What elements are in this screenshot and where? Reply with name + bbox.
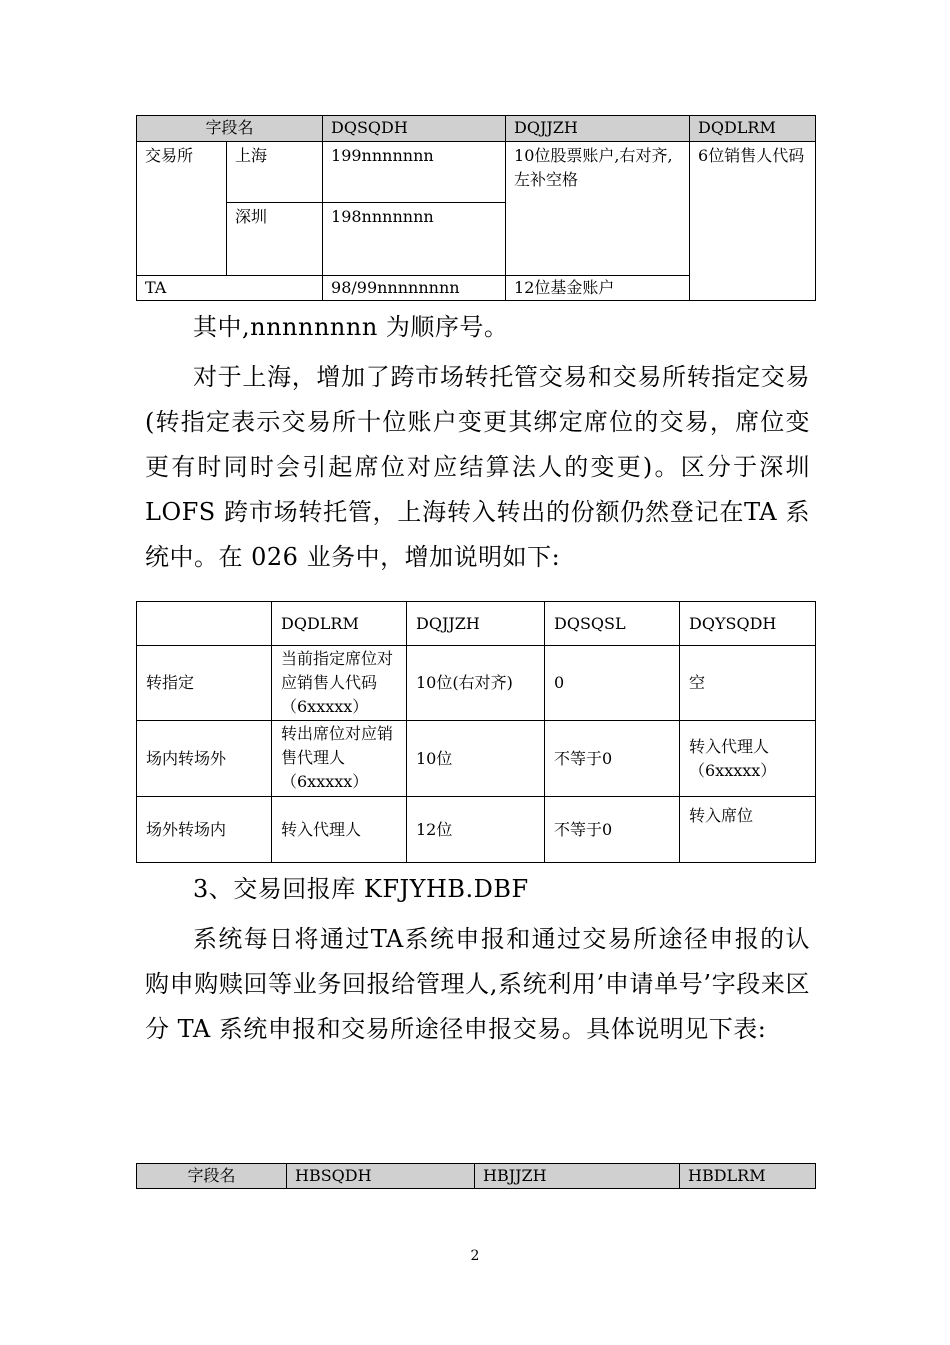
- header-empty: [137, 602, 272, 646]
- field-table-hb: [136, 1163, 816, 1189]
- row-label-out-to-in: 场外转场内: [137, 797, 272, 863]
- header-dqysqdh: DQYSQDH: [680, 602, 816, 646]
- cell-assign-dqdlrm: 当前指定席位对应销售人代码（6xxxxx）: [272, 646, 407, 721]
- header-hbsqdh: HBSQDH: [287, 1164, 475, 1189]
- header-dqjjzh: DQJJZH: [407, 602, 545, 646]
- cell-in-to-out-dqysqdh: 转入代理人（6xxxxx）: [680, 721, 816, 797]
- cell-in-to-out-dqjjzh: 10位: [407, 721, 545, 797]
- header-dqdlrm: DQDLRM: [690, 116, 816, 142]
- cell-assign-dqysqdh: 空: [680, 646, 816, 721]
- ta-account-desc: 12位基金账户: [506, 276, 690, 301]
- header-hbdlrm: HBDLRM: [680, 1164, 816, 1189]
- paragraph-shanghai-transfer: 对于上海，增加了跨市场转托管交易和交易所转指定交易(转指定表示交易所十位账户变更其绑定席位的交易，席位变更有时同时会引起席位对应结算法人的变更)。区分于深圳 LOFS 跨市场转托管，上海转入转出的份额仍然登记在TA 系统中。在 026 业务中，增加说明如下:: [145, 363, 810, 571]
- cell-assign-dqsqsl: 0: [545, 646, 680, 721]
- field-table-dq: [136, 115, 816, 301]
- ta-code: 98/99nnnnnnnn: [323, 276, 506, 301]
- section-heading-kfjyhb: 3、交易回报库 KFJYHB.DBF: [193, 875, 529, 903]
- shanghai-label: 上海: [227, 142, 323, 203]
- cell-in-to-out-dqsqsl: 不等于0: [545, 721, 680, 797]
- header-dqjjzh: DQJJZH: [506, 116, 690, 142]
- cell-assign-dqjjzh: 10位(右对齐): [407, 646, 545, 721]
- header-field-name: 字段名: [137, 116, 323, 142]
- cell-out-to-in-dqjjzh: 12位: [407, 797, 545, 863]
- shanghai-code: 199nnnnnnn: [323, 142, 506, 203]
- exchange-account-desc: 10位股票账户,右对齐,左补空格: [506, 142, 690, 276]
- header-dqsqsl: DQSQSL: [545, 602, 680, 646]
- header-field-name: 字段名: [137, 1164, 287, 1189]
- page-number: 2: [470, 1248, 480, 1264]
- exchange-label: 交易所: [137, 142, 227, 276]
- paragraph-report-desc: 系统每日将通过TA系统申报和通过交易所途径申报的认购申购赎回等业务回报给管理人,系统利用’申请单号’字段来区分 TA 系统申报和交易所途径申报交易。具体说明见下表:: [145, 925, 810, 1043]
- cell-out-to-in-dqdlrm: 转入代理人: [272, 797, 407, 863]
- agent-code-desc: 6位销售人代码: [690, 142, 816, 301]
- header-dqsqdh: DQSQDH: [323, 116, 506, 142]
- ta-label: TA: [137, 276, 323, 301]
- paragraph-sequence-note: 其中,nnnnnnnn 为顺序号。: [193, 313, 509, 341]
- row-label-assign: 转指定: [137, 646, 272, 721]
- transfer-table: [136, 601, 816, 863]
- header-hbjjzh: HBJJZH: [475, 1164, 680, 1189]
- shenzhen-label: 深圳: [227, 203, 323, 276]
- cell-out-to-in-dqsqsl: 不等于0: [545, 797, 680, 863]
- cell-in-to-out-dqdlrm: 转出席位对应销售代理人（6xxxxx）: [272, 721, 407, 797]
- row-label-in-to-out: 场内转场外: [137, 721, 272, 797]
- header-dqdlrm: DQDLRM: [272, 602, 407, 646]
- shenzhen-code: 198nnnnnnn: [323, 203, 506, 276]
- cell-out-to-in-dqysqdh: 转入席位: [680, 797, 816, 863]
